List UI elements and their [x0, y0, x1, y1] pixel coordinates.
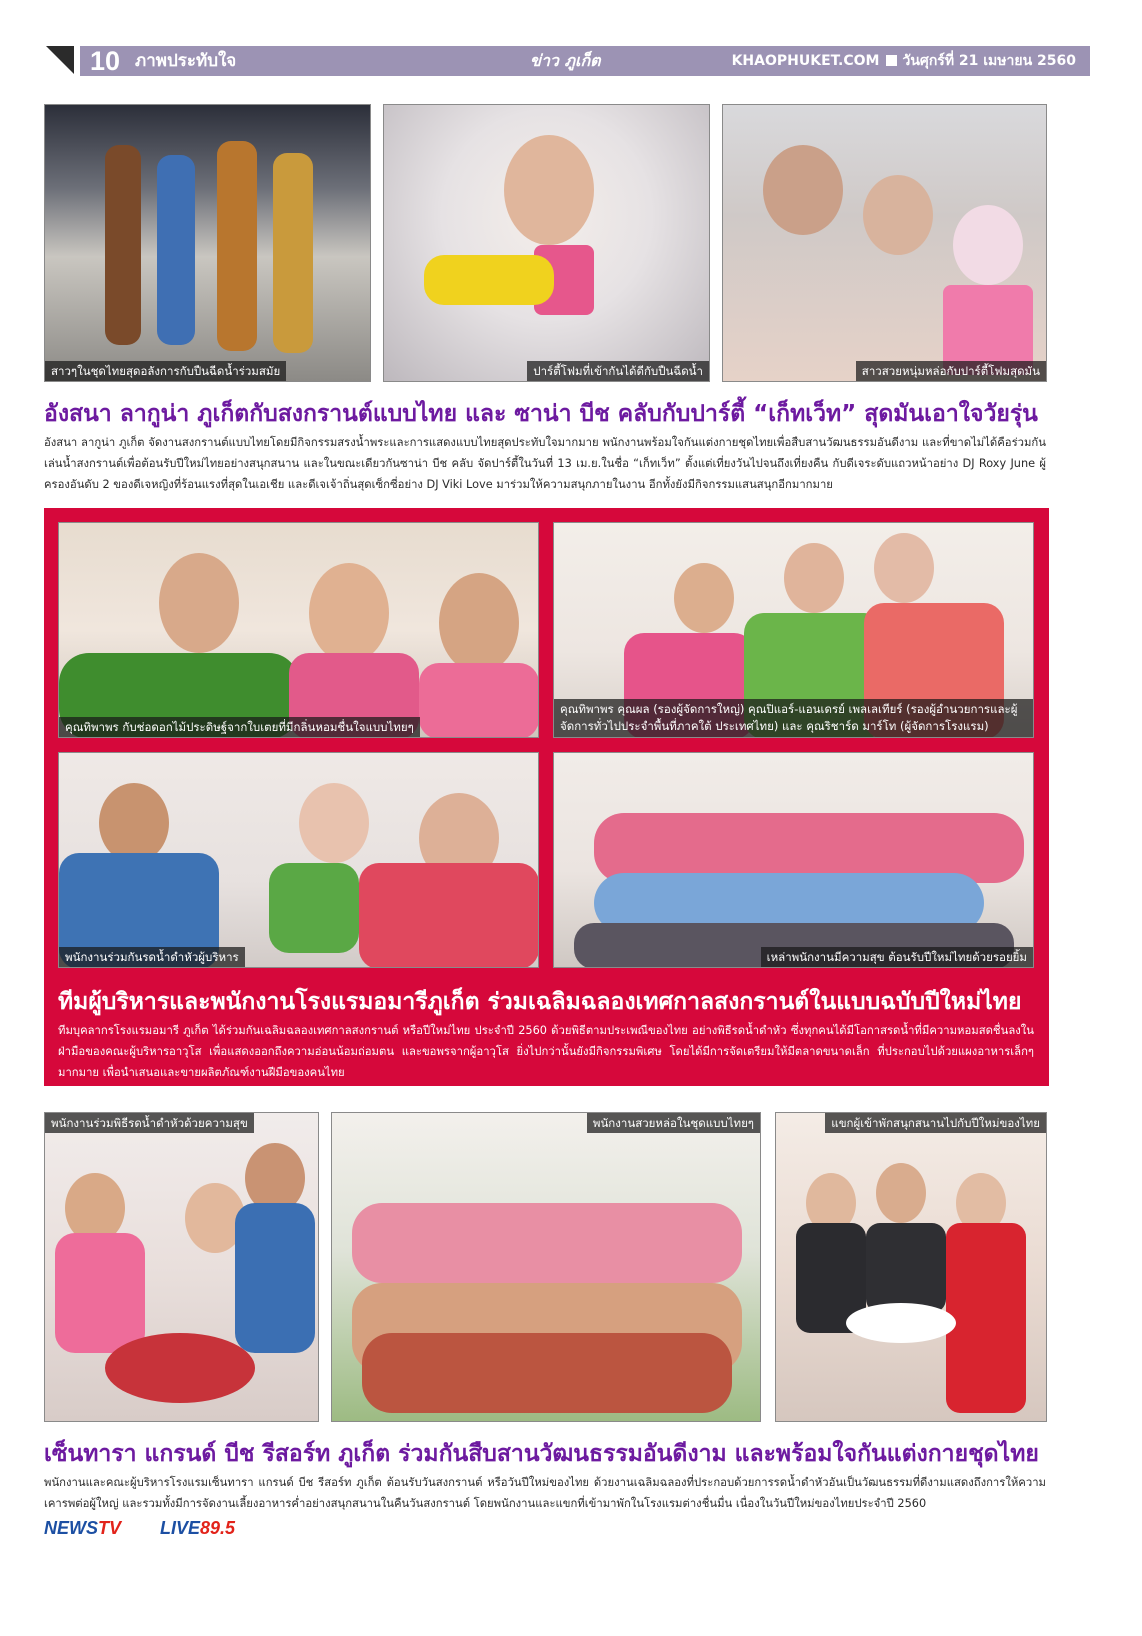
news-tv-logo: NEWSTV: [44, 1518, 122, 1538]
photo-staff-group: [553, 752, 1034, 968]
photo-staff-thai-attire: [331, 1112, 761, 1422]
photo-staff-ritual-bowl: [44, 1112, 319, 1422]
photo-thai-costume-women: [44, 104, 371, 382]
story1-headline: อังสนา ลากูน่า ภูเก็ตกับสงกรานต์แบบไทย และ ซาน่า บีช คลับกับปาร์ตี้ “เก็ทเว็ท” สุดมันเอาใจวัยรุ่น: [44, 401, 1038, 427]
page-number: 10: [90, 46, 121, 76]
story2-headline: ทีมผู้บริหารและพนักงานโรงแรมอมารีภูเก็ต ร่วมเฉลิมฉลองเทศกาลสงกรานต์ในแบบฉบับปีใหม่ไทย: [58, 989, 1022, 1015]
live-radio-logo: LIVE89.5: [160, 1518, 236, 1538]
story3-headline: เซ็นทารา แกรนด์ บีช รีสอร์ท ภูเก็ต ร่วมกันสืบสานวัฒนธรรมอันดีงาม และพร้อมใจกันแต่งกายชุดไทย: [44, 1441, 1039, 1467]
photo-guests-celebrating: [775, 1112, 1047, 1422]
photo-caption: แขกผู้เข้าพักสนุกสนานไปกับปีใหม่ของไทย: [825, 1113, 1046, 1133]
photo-caption: ปาร์ตี้โฟมที่เข้ากันได้ดีกับปืนฉีดน้ำ: [527, 361, 709, 381]
photo-caption: คุณทิพาพร คุณผล (รองผู้จัดการใหญ่) คุณปิแอร์-แอนเดรย์ เพลเลเทียร์ (รองผู้อำนวยการและผู้จัดการทั่วไปประจำพื้นที่ภาคใต้ ประเทศไทย) และ คุณริชาร์ด มาร์โท (ผู้จัดการโรงแรม): [554, 699, 1033, 737]
story1-body: อังสนา ลากูน่า ภูเก็ต จัดงานสงกรานต์แบบไทยโดยมีกิจกรรมสรงน้ำพระและการแสดงแบบไทยสุดประทับใจมากมาย พนักงานพร้อมใจกันแต่งกายชุดไทยเพื่อสืบสานวัฒนธรรมอันดีงาม และที่ขาดไม่ได้คือร่วมกันเล่นน้ำสงกรานต์เพื่อต้อนรับปีใหม่ไทยอย่างสนุกสนาน และในขณะเดียวกันซาน่า บีช คลับ จัดปาร์ตี้ในวันที่ 13 เม.ย.ในชื่อ “เก็ทเว็ท” ตั้งแต่เที่ยงวันไปจนถึงเที่ยงคืน กับดีเจระดับแถวหน้าอย่าง DJ Roxy June ผู้ครองอันดับ 2 ของดีเจหญิงที่ร้อนแรงที่สุดในเอเชีย และดีเจเจ้าถิ่นสุดเซ็กซี่อย่าง DJ Viki Love มาร่วมให้ความสนุกภายในงาน อีกทั้งยังมีกิจกรรมแสนสนุกอีกมากมาย: [44, 436, 1046, 491]
photo-water-pouring-ritual: [58, 752, 539, 968]
newspaper-logo: ข่าว ภูเก็ต: [530, 51, 601, 70]
photo-foam-party-girl: [383, 104, 710, 382]
site-url: KHAOPHUKET.COM: [731, 53, 880, 69]
issue-date: วันศุกร์ที่ 21 เมษายน 2560: [902, 53, 1076, 69]
photo-hotel-executives: [553, 522, 1034, 738]
photo-woman-pandan-flowers: [58, 522, 539, 738]
header-corner-mark: [44, 44, 76, 76]
story2-body: ทีมบุคลากรโรงแรมอมารี ภูเก็ต ได้ร่วมกันเฉลิมฉลองเทศกาลสงกรานต์ หรือปีใหม่ไทย ประจำปี 2560 ด้วยพิธีตามประเพณีของไทย อย่างพิธีรดน้ำดำหัว ซึ่งทุกคนได้มีโอกาสรดน้ำที่มีความหอมสดชื่นลงในฝ่ามือของคณะผู้บริหารอาวุโส เพื่อแสดงออกถึงความอ่อนน้อมถ่อมตน และขอพรจากผู้อาวุโส ยิ่งไปกว่านั้นยังมีกิจกรรมพิเศษ โดยได้มีการจัดเตรียมให้มีตลาดขนาดเล็ก ที่ประกอบไปด้วยแผงอาหารเล็กๆมากมาย เพื่อนำเสนอและขายผลิตภัณฑ์งานฝีมือของคนไทย: [58, 1024, 1034, 1079]
photo-caption: คุณทิพาพร กับช่อดอกไม้ประดิษฐ์จากใบเตยที่มีกลิ่นหอมชื่นใจแบบไทยๆ: [59, 717, 420, 737]
photo-caption: สาวๆในชุดไทยสุดอลังการกับปืนฉีดน้ำร่วมสมัย: [45, 361, 286, 381]
photo-caption: สาวสวยหนุ่มหล่อกับปาร์ตี้โฟมสุดมัน: [856, 361, 1046, 381]
photo-caption: พนักงานร่วมกันรดน้ำดำหัวผู้บริหาร: [59, 947, 245, 967]
photo-caption: พนักงานร่วมพิธีรดน้ำดำหัวด้วยความสุข: [45, 1113, 254, 1133]
photo-caption: เหล่าพนักงานมีความสุข ต้อนรับปีใหม่ไทยด้วยรอยยิ้ม: [761, 947, 1033, 967]
photo-caption: พนักงานสวยหล่อในชุดแบบไทยๆ: [587, 1113, 760, 1133]
header-site-date: [732, 46, 1076, 76]
section-title: ภาพประทับใจ: [135, 51, 237, 71]
square-separator-icon: [886, 55, 897, 66]
page-header-bar: [80, 46, 1090, 76]
corner-triangle-icon: [44, 44, 76, 76]
story3-body: พนักงานและคณะผู้บริหารโรงแรมเซ็นทารา แกรนด์ บีช รีสอร์ท ภูเก็ต ต้อนรับวันสงกรานต์ หรือวันปีใหม่ของไทย ด้วยงานเฉลิมฉลองที่ประกอบด้วยการรดน้ำดำหัวอันเป็นวัฒนธรรมที่ดีงามแสดงถึงการให้ความเคารพต่อผู้ใหญ่ และรวมทั้งมีการจัดงานเลี้ยงอาหารค่ำอย่างสนุกสนานในคืนวันสงกรานต์ โดยพนักงานและแขกที่เข้ามาพักในโรงแรมต่างชื่นมื่น เนื่องในวันปีใหม่ของไทยประจำปี 2560: [44, 1476, 1046, 1510]
photo-foam-party-friends: [722, 104, 1047, 382]
